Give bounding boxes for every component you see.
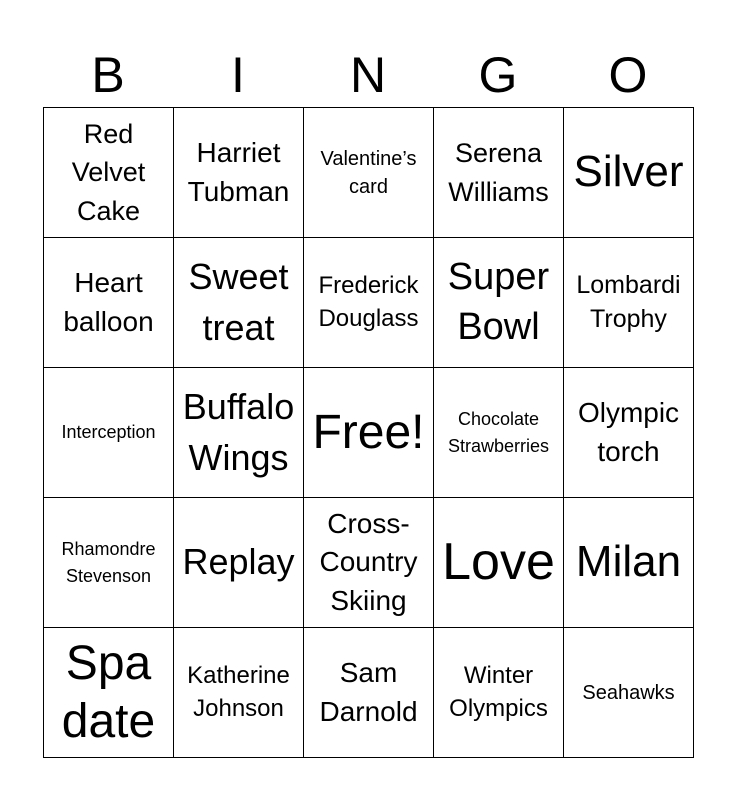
bingo-cell[interactable]: Harriet Tubman [174, 108, 304, 238]
bingo-cell[interactable]: Cross-Country Skiing [304, 498, 434, 628]
header-letter-i: I [231, 47, 245, 103]
bingo-cell[interactable]: Olympic torch [564, 368, 694, 498]
bingo-cell[interactable]: Chocolate Strawberries [434, 368, 564, 498]
header-letter-b: B [91, 47, 125, 103]
bingo-cell[interactable]: Replay [174, 498, 304, 628]
bingo-cell[interactable]: Seahawks [564, 628, 694, 758]
bingo-cell[interactable]: Spa date [44, 628, 174, 758]
bingo-cell[interactable]: Frederick Douglass [304, 238, 434, 368]
bingo-board [43, 107, 694, 758]
bingo-cell[interactable]: Sam Darnold [304, 628, 434, 758]
bingo-cell[interactable]: Heart balloon [44, 238, 174, 368]
bingo-cell[interactable]: Valentine’s card [304, 108, 434, 238]
bingo-cell[interactable]: Super Bowl [434, 238, 564, 368]
bingo-cell[interactable]: Winter Olympics [434, 628, 564, 758]
bingo-header [43, 44, 693, 106]
bingo-cell[interactable]: Serena Williams [434, 108, 564, 238]
header-letter-o: O [608, 47, 648, 103]
bingo-cell[interactable]: Katherine Johnson [174, 628, 304, 758]
bingo-cell[interactable]: Buffalo Wings [174, 368, 304, 498]
bingo-cell[interactable]: Sweet treat [174, 238, 304, 368]
bingo-cell[interactable]: Love [434, 498, 564, 628]
bingo-cell[interactable]: Interception [44, 368, 174, 498]
bingo-cell[interactable]: Milan [564, 498, 694, 628]
header-letter-n: N [349, 47, 387, 103]
header-letter-g: G [478, 47, 518, 103]
bingo-cell[interactable]: Rhamondre Stevenson [44, 498, 174, 628]
bingo-cell[interactable]: Silver [564, 108, 694, 238]
free-space[interactable]: Free! [304, 368, 434, 498]
bingo-cell[interactable]: Lombardi Trophy [564, 238, 694, 368]
bingo-cell[interactable]: Red Velvet Cake [44, 108, 174, 238]
